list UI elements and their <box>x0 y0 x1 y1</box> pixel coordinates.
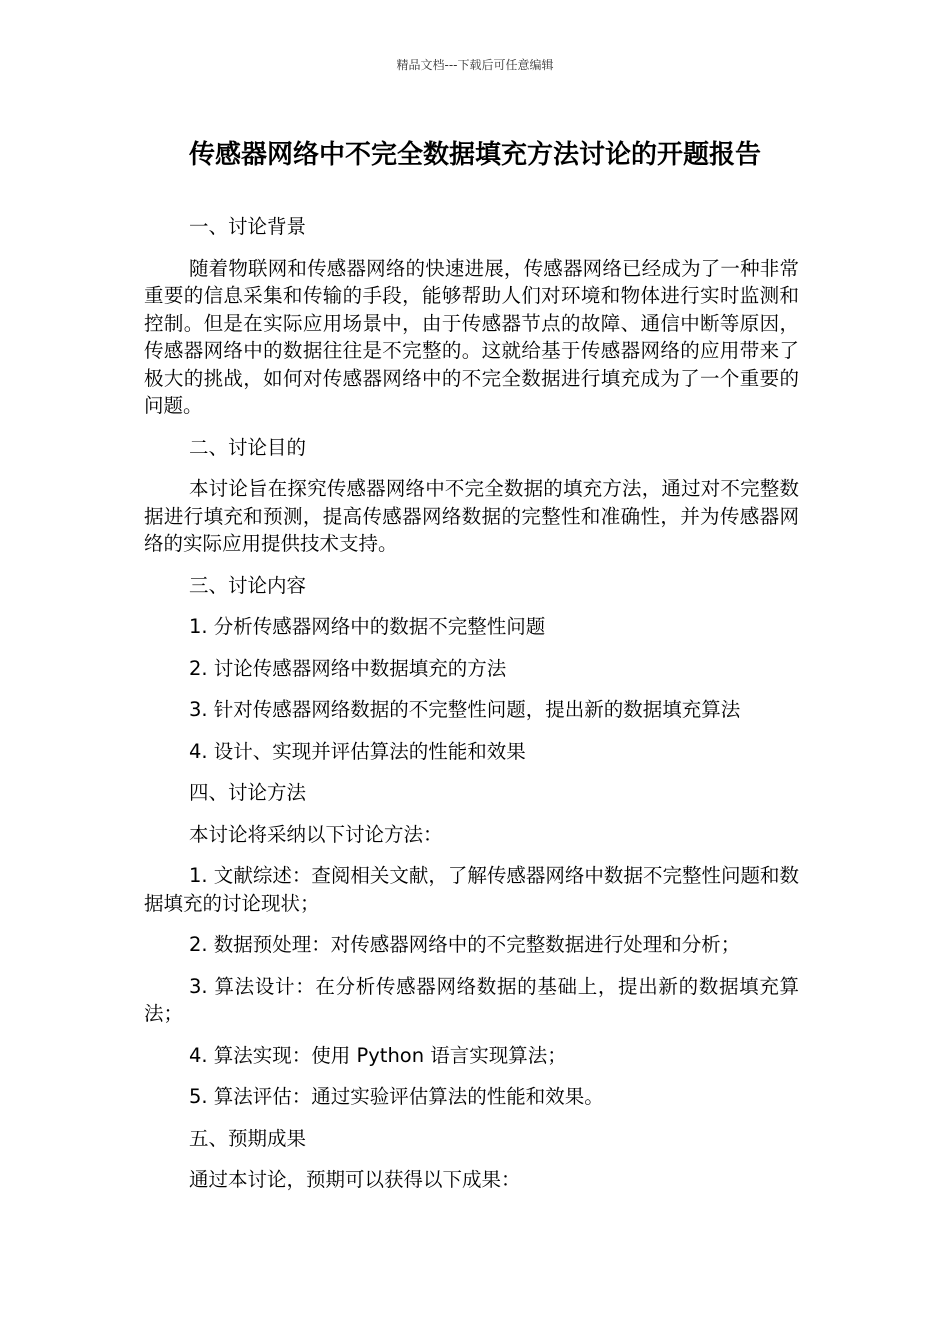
method-item-4: 4. 算法实现：使用 Python 语言实现算法； <box>189 1043 567 1067</box>
section-heading-outcomes: 五、预期成果 <box>189 1126 307 1150</box>
content-item-4: 4. 设计、实现并评估算法的性能和效果 <box>189 739 526 763</box>
method-item-3: 3. 算法设计：在分析传感器网络数据的基础上，提出新的数据填充算法； <box>144 974 799 1025</box>
content-item-2: 2. 讨论传感器网络中数据填充的方法 <box>189 656 507 680</box>
paragraph-background: 随着物联网和传感器网络的快速进展，传感器网络已经成为了一种非常重要的信息采集和传输的手段，能够帮助人们对环境和物体进行实时监测和控制。但是在实际应用场景中，由于传感器节点的故障、通信中断等原因，传感器网络中的数据往往是不完整的。这就给基于传感器网络的应用带来了极大的挑战，如何对传感器网络中的不完全数据进行填充成为了一个重要的问题。 <box>144 256 799 417</box>
paragraph-purpose: 本讨论旨在探究传感器网络中不完全数据的填充方法，通过对不完整数据进行填充和预测，提高传感器网络数据的完整性和准确性，并为传感器网络的实际应用提供技术支持。 <box>144 477 799 555</box>
paragraph-outcomes-intro: 通过本讨论，预期可以获得以下成果： <box>189 1168 521 1191</box>
content-item-1: 1. 分析传感器网络中的数据不完整性问题 <box>189 615 546 638</box>
method-item-1: 1. 文献综述：查阅相关文献，了解传感器网络中数据不完整性问题和数据填充的讨论现状； <box>144 864 799 915</box>
method-item-2: 2. 数据预处理：对传感器网络中的不完整数据进行处理和分析； <box>189 933 741 956</box>
section-heading-background: 一、讨论背景 <box>189 215 307 238</box>
paragraph-method-intro: 本讨论将采纳以下讨论方法： <box>189 822 443 846</box>
header-note: 精品文档---下载后可任意编辑 <box>396 58 554 72</box>
document-title: 传感器网络中不完全数据填充方法讨论的开题报告 <box>188 140 761 170</box>
section-heading-content: 三、讨论内容 <box>189 573 307 597</box>
section-heading-method: 四、讨论方法 <box>189 781 307 804</box>
method-item-5: 5. 算法评估：通过实验评估算法的性能和效果。 <box>189 1085 604 1108</box>
content-item-3: 3. 针对传感器网络数据的不完整性问题，提出新的数据填充算法 <box>189 698 741 721</box>
section-heading-purpose: 二、讨论目的 <box>189 435 307 459</box>
document-body <box>144 213 799 1208</box>
